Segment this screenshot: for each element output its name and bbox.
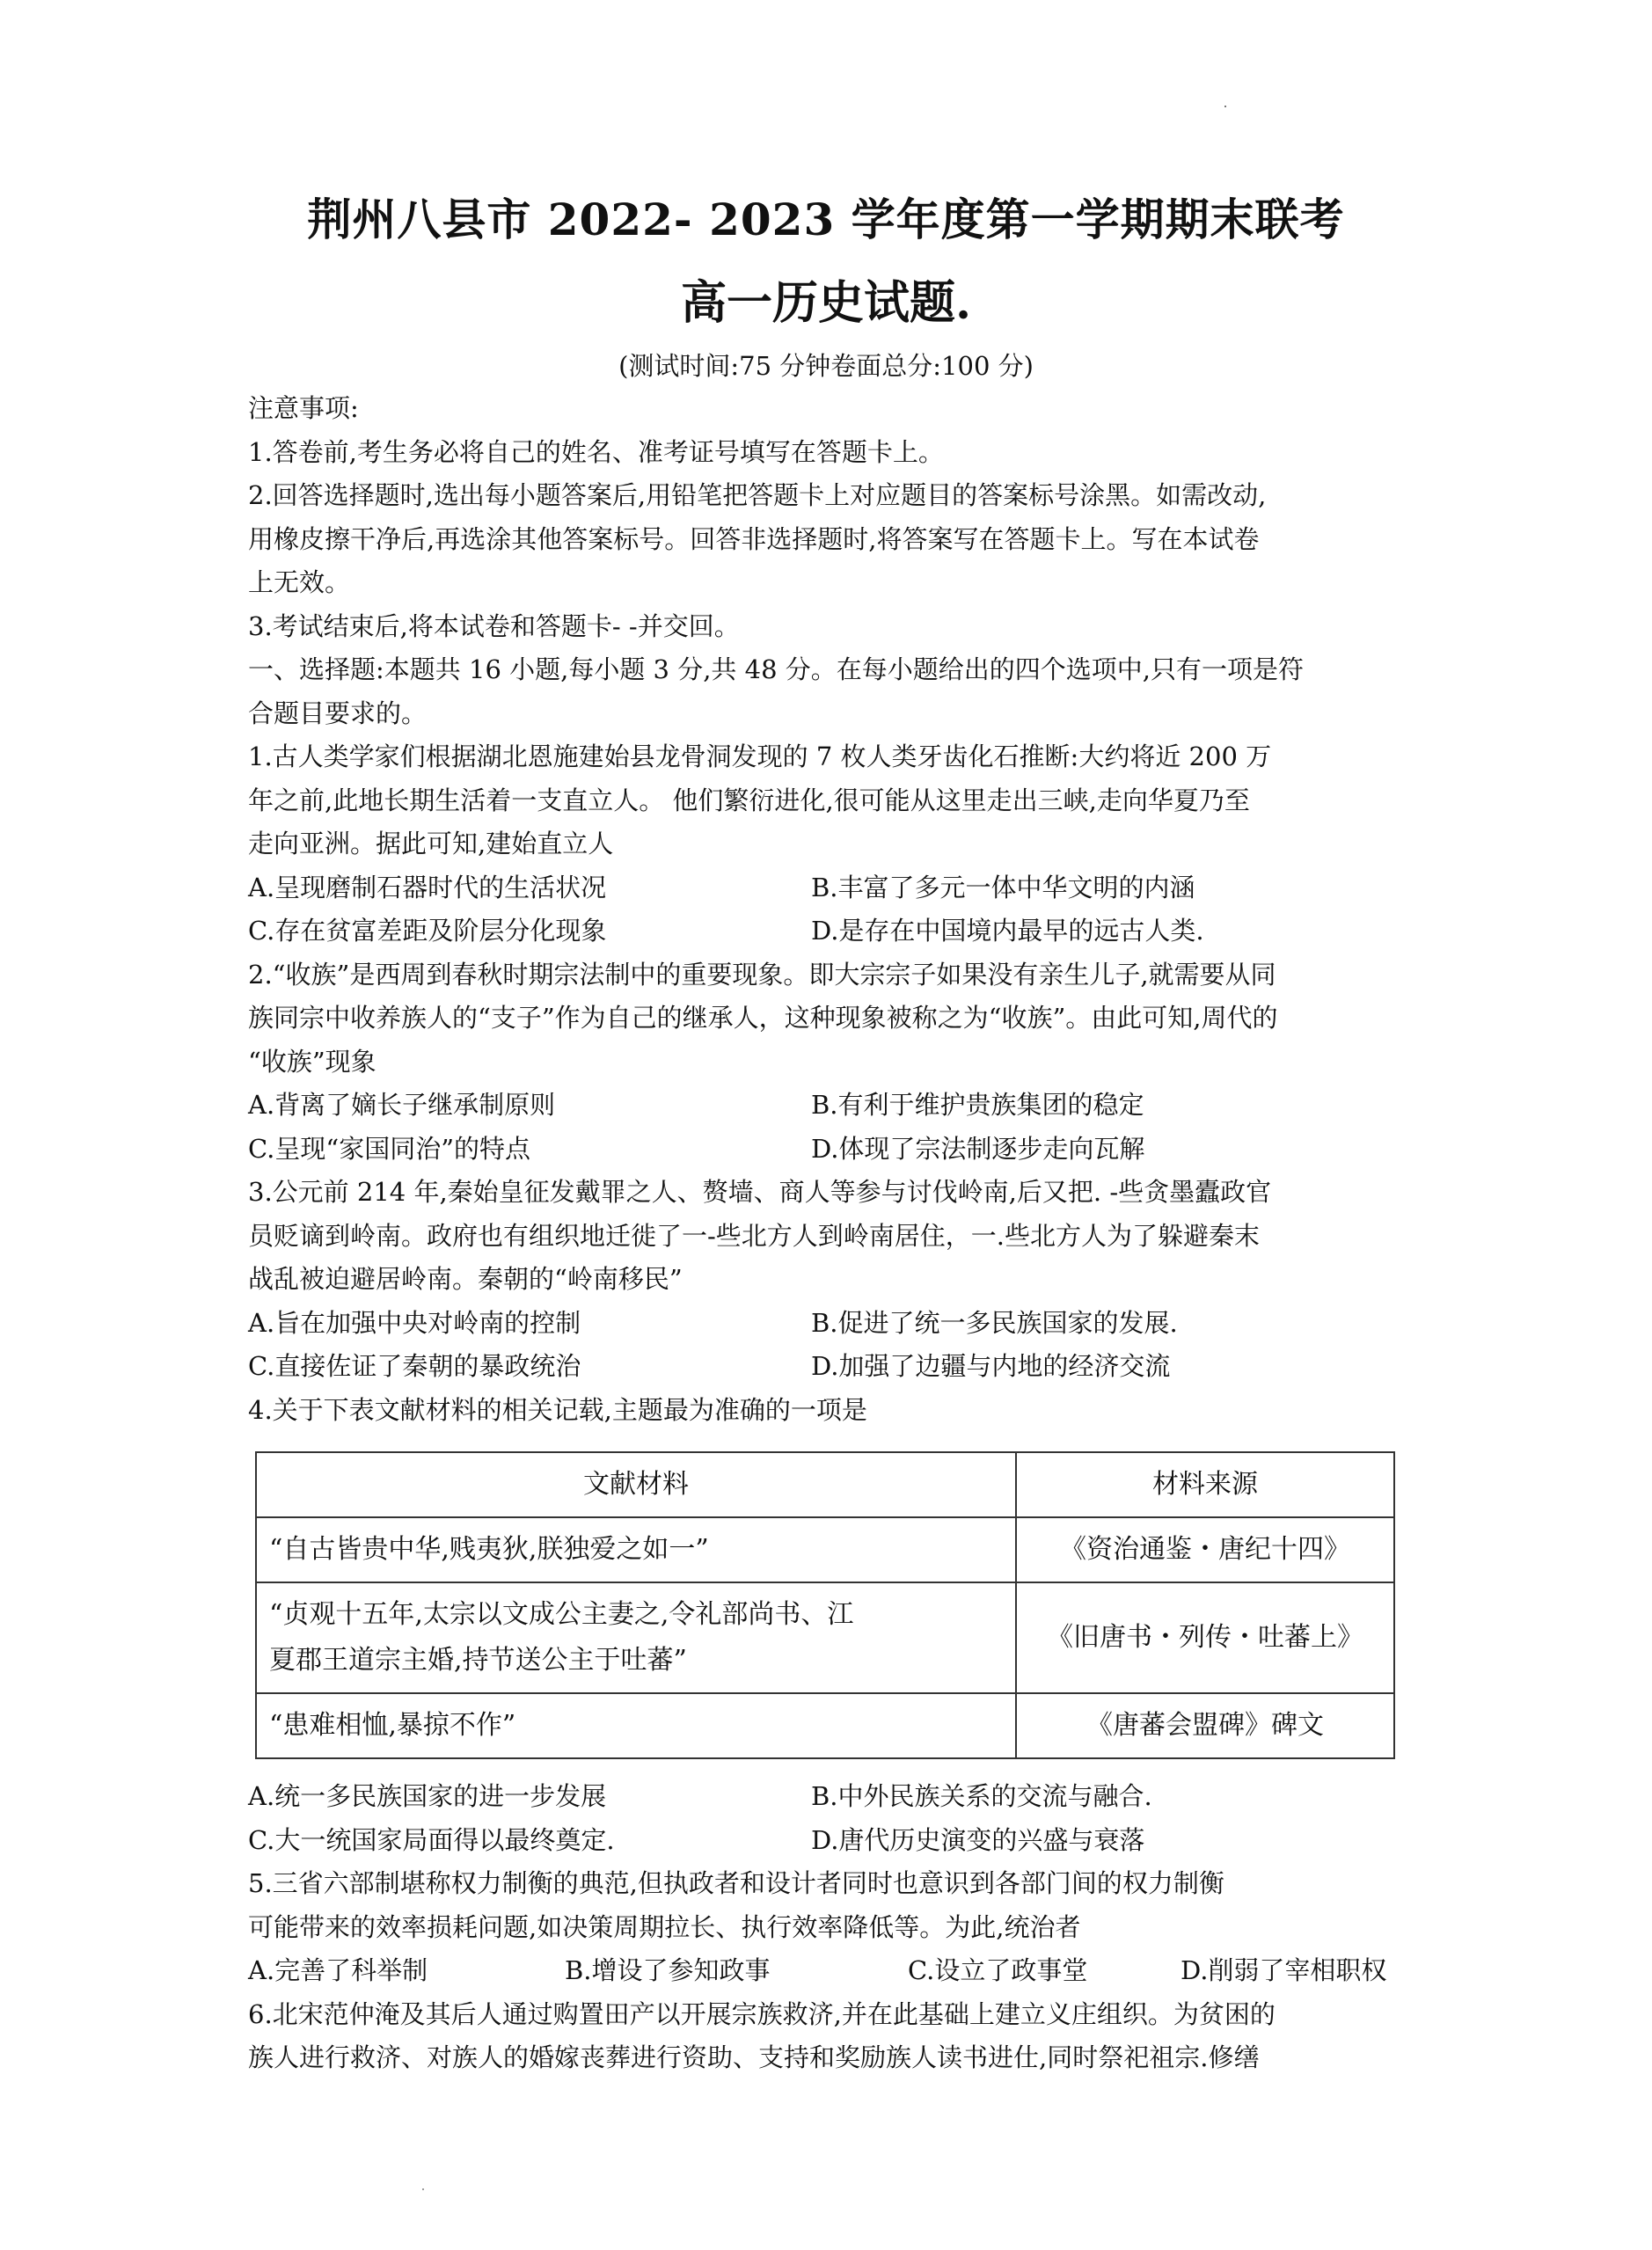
scan-speck bbox=[422, 2188, 424, 2190]
question-2-stem: 2.“收族”是西周到春秋时期宗法制中的重要现象。即大宗宗子如果没有亲生儿子,就需要从同 bbox=[248, 959, 1276, 990]
question-5-stem: 可能带来的效率损耗问题,如决策周期拉长、执行效率降低等。为此,统治者 bbox=[248, 1911, 1081, 1942]
exam-body bbox=[248, 387, 1409, 2080]
option-c: C.存在贫富差距及阶层分化现象 bbox=[248, 916, 607, 946]
question-1-options bbox=[248, 866, 1409, 910]
question-3-options bbox=[248, 1302, 1409, 1346]
table-row bbox=[256, 1517, 1394, 1582]
note-item: 上无效。 bbox=[248, 567, 351, 597]
question-5-options bbox=[248, 1949, 1409, 1993]
question-2-options bbox=[248, 1084, 1409, 1128]
question-6-stem: 族人进行救济、对族人的婚嫁丧葬进行资助、支持和奖励族人读书进仕,同时祭祀祖宗.修缮 bbox=[248, 2042, 1260, 2072]
table-header-row bbox=[256, 1452, 1394, 1517]
source-table bbox=[255, 1451, 1395, 1759]
option-a: A.旨在加强中央对岭南的控制 bbox=[248, 1307, 581, 1338]
question-1-options bbox=[248, 909, 1409, 953]
table-cell: “自古皆贵中华,贱夷狄,朕独爱之如一” bbox=[256, 1517, 1016, 1582]
table-cell-line: 夏郡王道宗主婚,持节送公主于吐蕃” bbox=[269, 1645, 687, 1676]
option-b: B.促进了统一多民族国家的发展. bbox=[811, 1307, 1178, 1338]
question-3-options bbox=[248, 1345, 1409, 1389]
question-2-stem: 族同宗中收养族人的“支子”作为自己的继承人，这种现象被称之为“收族”。由此可知,周代的 bbox=[248, 1003, 1278, 1033]
table-row bbox=[256, 1693, 1394, 1758]
table-cell: 《唐蕃会盟碑》碑文 bbox=[1016, 1693, 1394, 1758]
question-5-stem: 5.三省六部制堪称权力制衡的典范,但执政者和设计者同时也意识到各部门间的权力制衡 bbox=[248, 1868, 1224, 1898]
scan-speck bbox=[1224, 106, 1226, 107]
question-1-stem: 年之前,此地长期生活着一支直立人。 他们繁衍进化,很可能从这里走出三峡,走向华夏乃至 bbox=[248, 785, 1250, 815]
table-cell bbox=[256, 1582, 1016, 1693]
note-item: 用橡皮擦干净后,再选涂其他答案标号。回答非选择题时,将答案写在答题卡上。写在本试卷 bbox=[248, 523, 1260, 554]
question-3-stem: 员贬谪到岭南。政府也有组织地迁徙了一-些北方人到岭南居住，一.些北方人为了躲避秦末 bbox=[248, 1220, 1261, 1251]
table-cell: “患难相恤,暴掠不作” bbox=[256, 1693, 1016, 1758]
option-c: C.大一统国家局面得以最终奠定. bbox=[248, 1824, 615, 1855]
table-header: 文献材料 bbox=[256, 1452, 1016, 1517]
question-3-stem: 战乱被迫避居岭南。秦朝的“岭南移民” bbox=[248, 1264, 683, 1294]
exam-subtitle: 高一历史试题. bbox=[680, 276, 972, 330]
question-4-stem: 4.关于下表文献材料的相关记载,主题最为准确的一项是 bbox=[248, 1394, 867, 1425]
option-d: D.是存在中国境内最早的远古人类. bbox=[811, 916, 1204, 946]
table-cell: 《旧唐书・列传・吐蕃上》 bbox=[1016, 1582, 1394, 1693]
option-d: D.体现了宗法制逐步走向瓦解 bbox=[811, 1133, 1145, 1164]
option-c: C.呈现“家国同治”的特点 bbox=[248, 1133, 531, 1164]
option-a: A.背离了嫡长子继承制原则 bbox=[248, 1090, 556, 1120]
question-6-stem: 6.北宋范仲淹及其后人通过购置田产以开展宗族救济,并在此基础上建立义庄组织。为贫困的 bbox=[248, 1998, 1276, 2029]
table-header: 材料来源 bbox=[1016, 1452, 1394, 1517]
question-4-options bbox=[248, 1819, 1409, 1863]
option-a: A.呈现磨制石器时代的生活状况 bbox=[248, 872, 607, 902]
note-item: 3.考试结束后,将本试卷和答题卡- -并交回。 bbox=[248, 610, 740, 641]
note-item: 2.回答选择题时,选出每小题答案后,用铅笔把答题卡上对应题目的答案标号涂黑。如需改动, bbox=[248, 480, 1267, 510]
section-heading: 合题目要求的。 bbox=[248, 698, 428, 728]
question-1-stem: 走向亚洲。据此可知,建始直立人 bbox=[248, 829, 614, 858]
option-d: D.加强了边疆与内地的经济交流 bbox=[811, 1351, 1171, 1381]
question-2-stem: “收族”现象 bbox=[248, 1046, 376, 1077]
option-a: A.统一多民族国家的进一步发展 bbox=[248, 1781, 607, 1811]
question-1-stem: 1.古人类学家们根据湖北恩施建始县龙骨洞发现的 7 枚人类牙齿化石推断:大约将近 200 万 bbox=[248, 741, 1272, 771]
question-3-stem: 3.公元前 214 年,秦始皇征发戴罪之人、赘墙、商人等参与讨伐岭南,后又把. -些贪墨蠹政官 bbox=[248, 1177, 1272, 1207]
option-a: A.完善了科举制 bbox=[248, 1955, 428, 1985]
option-b: B.有利于维护贵族集团的稳定 bbox=[811, 1090, 1144, 1120]
table-cell-line: “贞观十五年,太宗以文成公主妻之,令礼部尚书、江 bbox=[269, 1599, 854, 1630]
notes-heading: 注意事项: bbox=[248, 393, 359, 423]
option-d: D.唐代历史演变的兴盛与衰落 bbox=[811, 1824, 1145, 1855]
option-b: B.增设了参知政事 bbox=[565, 1955, 771, 1985]
section-heading: 一、选择题:本题共 16 小题,每小题 3 分,共 48 分。在每小题给出的四个选项中,只有一项是符 bbox=[248, 654, 1304, 684]
note-item: 1.答卷前,考生务必将自己的姓名、准考证号填写在答题卡上。 bbox=[248, 436, 944, 467]
option-d: D.削弱了宰相职权 bbox=[1181, 1955, 1387, 1985]
question-4-options bbox=[248, 1775, 1409, 1819]
exam-title: 荆州八县市 2022- 2023 学年度第一学期期末联考 bbox=[307, 194, 1345, 245]
option-c: C.设立了政事堂 bbox=[908, 1955, 1088, 1985]
option-c: C.直接佐证了秦朝的暴政统治 bbox=[248, 1351, 581, 1381]
option-b: B.中外民族关系的交流与融合. bbox=[811, 1781, 1152, 1811]
table-cell: 《资治通鉴・唐纪十四》 bbox=[1016, 1517, 1394, 1582]
question-2-options bbox=[248, 1128, 1409, 1172]
table-row bbox=[256, 1582, 1394, 1693]
option-b: B.丰富了多元一体中华文明的内涵 bbox=[811, 872, 1195, 902]
exam-meta: (测试时间:75 分钟卷面总分:100 分) bbox=[618, 351, 1034, 381]
